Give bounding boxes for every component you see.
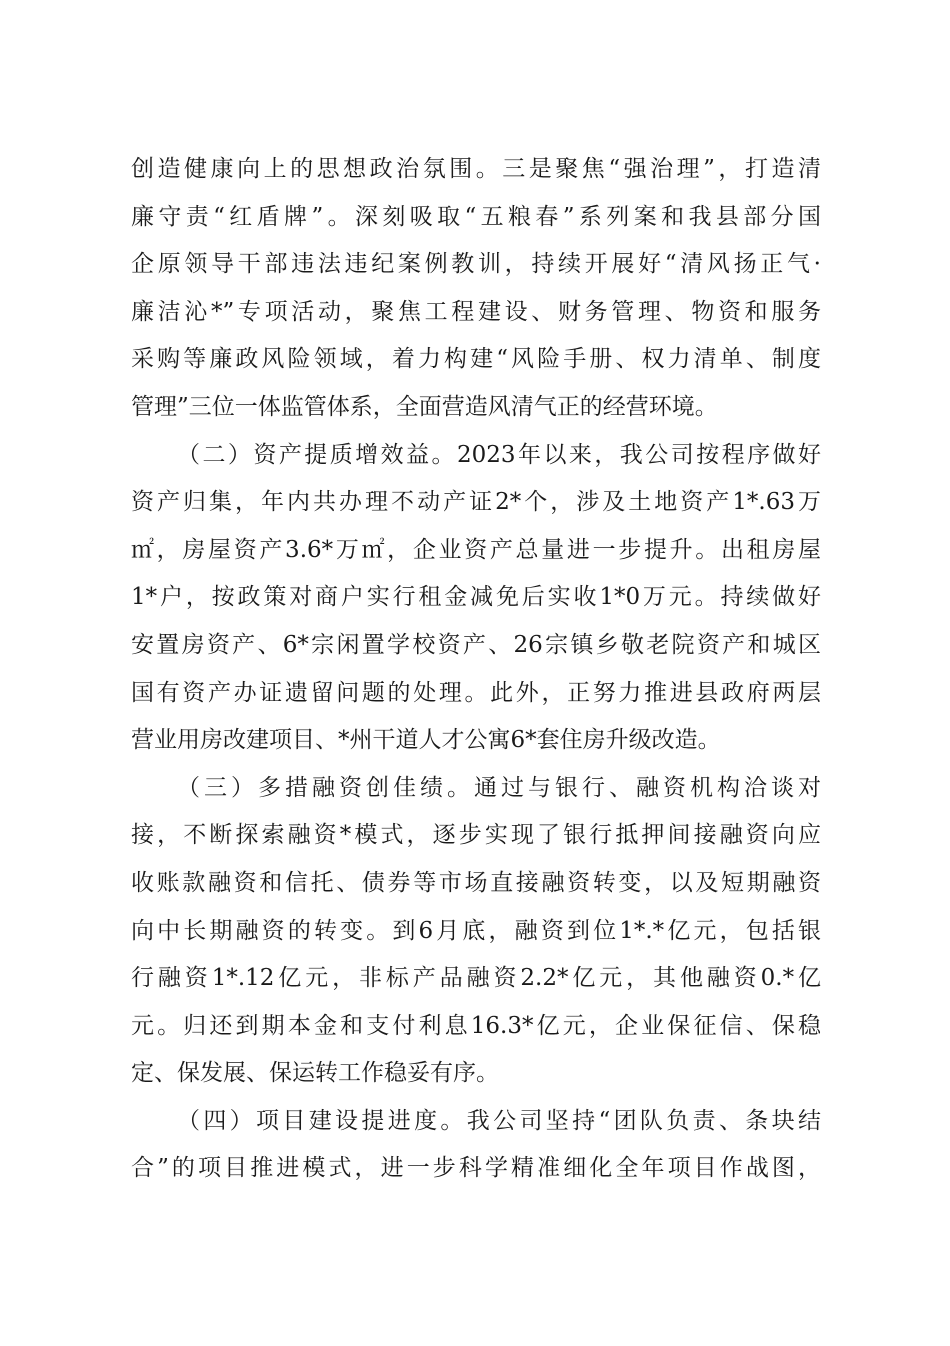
text-line: 廉守责“红盾牌”。深刻吸取“五粮春”系列案和我县部分国 [131, 203, 821, 230]
text-line: 接，不断探索融资*模式，逐步实现了银行抵押间接融资向应 [131, 822, 821, 849]
text-line: 行融资1*.12亿元，非标产品融资2.2*亿元，其他融资0.*亿 [131, 965, 821, 992]
text-line: ㎡，房屋资产3.6*万㎡，企业资产总量进一步提升。出租房屋 [131, 536, 821, 563]
text-line: 国有资产办证遗留问题的处理。此外，正努力推进县政府两层 [131, 679, 821, 706]
text-line: （四）项目建设提进度。我公司坚持“团队负责、条块结 [177, 1107, 821, 1134]
text-line: 元。归还到期本金和支付利息16.3*亿元，企业保征信、保稳 [131, 1012, 821, 1039]
text-line: 合”的项目推进模式，进一步科学精准细化全年项目作战图， [131, 1155, 821, 1182]
text-line: 收账款融资和信托、债券等市场直接融资转变，以及短期融资 [131, 869, 821, 896]
text-line: 定、保发展、保运转工作稳妥有序。 [131, 1060, 499, 1087]
text-line: 资产归集，年内共办理不动产证2*个，涉及土地资产1*.63万 [131, 489, 821, 516]
text-line: 管理”三位一体监管体系，全面营造风清气正的经营环境。 [131, 393, 718, 420]
paragraph-2 [131, 432, 821, 765]
text-line: 安置房资产、6*宗闲置学校资产、26宗镇乡敬老院资产和城区 [131, 631, 821, 658]
paragraph-1 [131, 146, 821, 432]
text-line: 廉洁沁*”专项活动，聚焦工程建设、财务管理、物资和服务 [131, 298, 821, 325]
text-line: （二）资产提质增效益。2023年以来，我公司按程序做好 [177, 441, 821, 468]
text-line: 采购等廉政风险领域，着力构建“风险手册、权力清单、制度 [131, 346, 821, 373]
text-line: 创造健康向上的思想政治氛围。三是聚焦“强治理”，打造清 [131, 156, 821, 182]
text-line: （三）多措融资创佳绩。通过与银行、融资机构洽谈对 [177, 774, 821, 801]
text-line: 向中长期融资的转变。到6月底，融资到位1*.*亿元，包括银 [131, 917, 821, 944]
text-line: 1*户，按政策对商户实行租金减免后实收1*0万元。持续做好 [131, 584, 821, 611]
text-line: 企原领导干部违法违纪案例教训，持续开展好“清风扬正气· [131, 251, 821, 278]
document-body [131, 146, 821, 1193]
paragraph-4 [131, 1098, 821, 1193]
paragraph-3 [131, 765, 821, 1098]
text-line: 营业用房改建项目、*州干道人才公寓6*套住房升级改造。 [131, 727, 721, 754]
